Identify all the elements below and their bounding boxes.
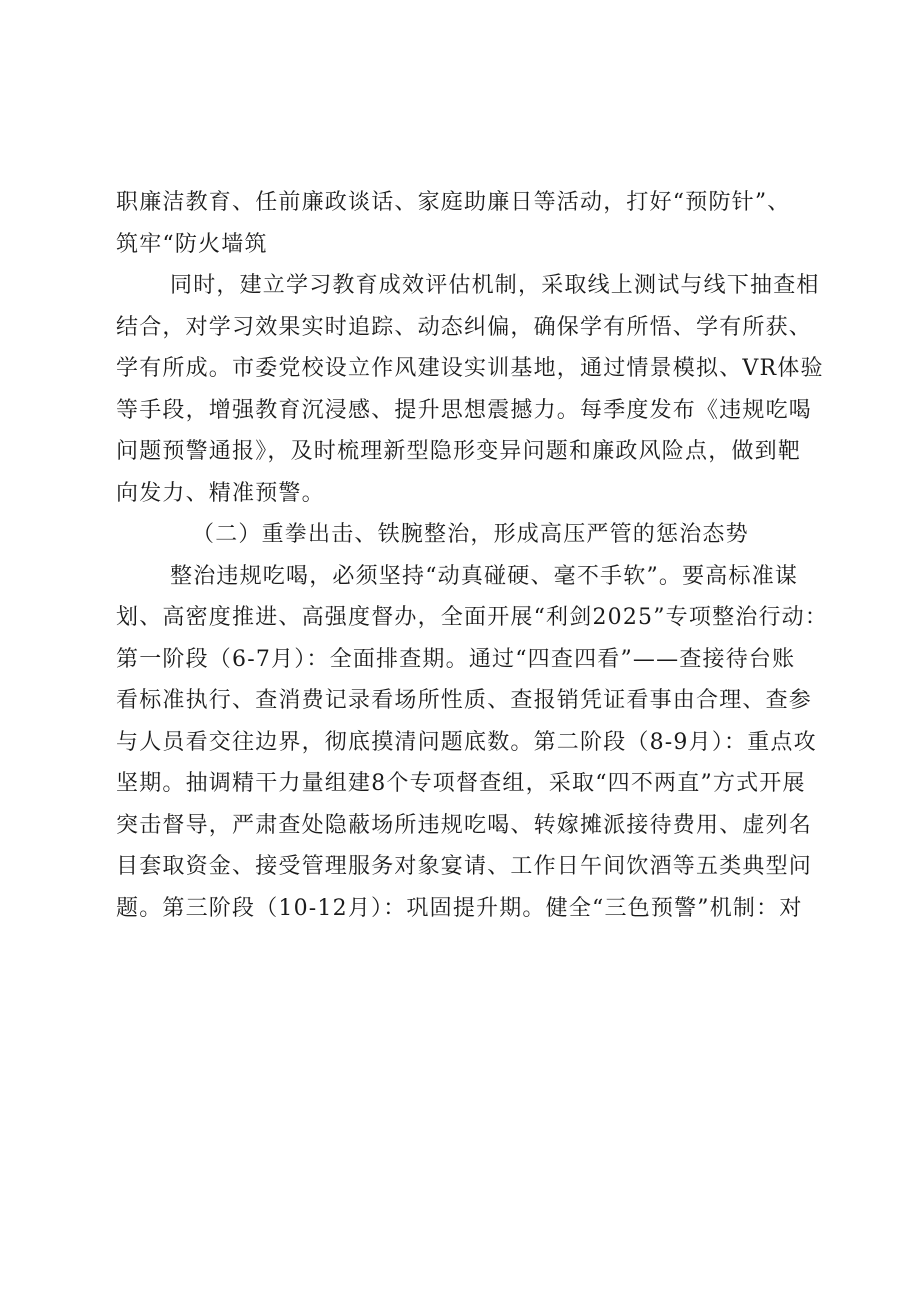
text-line: 职廉洁教育、任前廉政谈话、家庭助廉日等活动，打好“预防针”、 bbox=[116, 190, 791, 215]
text-line: 等手段，增强教育沉浸感、提升思想震撼力。每季度发布《违规吃喝 bbox=[116, 397, 813, 423]
paragraph-start-line: 同时，建立学习教育成效评估机制，采取线上测试与线下抽查相 bbox=[170, 273, 820, 298]
text-line: 第一阶段（6-7月）：全面排查期。通过“四查四看”——查接待台账 bbox=[116, 646, 796, 672]
text-line: 结合，对学习效果实时追踪、动态纠偏，确保学有所悟、学有所获、 bbox=[116, 314, 813, 340]
text-line: 坚期。抽调精干力量组建8个专项督查组，采取“四不两直”方式开展 bbox=[116, 771, 806, 796]
text-line: 筑牢“防火墙筑 bbox=[116, 231, 268, 257]
paragraph-start-line: 整治违规吃喝，必须坚持“动真碰硬、毫不手软”。要高标准谋 bbox=[170, 563, 799, 589]
text-line: 突击督导，严肃查处隐蔽场所违规吃喝、转嫁摊派接待费用、虚列名 bbox=[116, 812, 813, 838]
text-line: 向发力、精准预警。 bbox=[116, 480, 325, 506]
text-line: 题。第三阶段（10-12月）：巩固提升期。健全“三色预警”机制：对 bbox=[116, 895, 803, 921]
text-line: 目套取资金、接受管理服务对象宴请、工作日午间饮酒等五类典型问 bbox=[116, 854, 813, 879]
text-line: 划、高密度推进、高强度督办，全面开展“利剑2025”专项整治行动： bbox=[116, 605, 829, 630]
document-body bbox=[116, 182, 829, 929]
text-line: 学有所成。市委党校设立作风建设实训基地，通过情景模拟、VR体验 bbox=[116, 356, 824, 381]
text-line: 问题预警通报》，及时梳理新型隐形变异问题和廉政风险点，做到靶 bbox=[116, 439, 802, 464]
section-heading: （二）重拳出击、铁腕整治，形成高压严管的惩治态势 bbox=[192, 522, 749, 547]
text-line: 看标准执行、查消费记录看场所性质、查报销凭证看事由合理、查参 bbox=[116, 688, 813, 713]
text-line: 与人员看交往边界，彻底摸清问题底数。第二阶段（8-9月）：重点攻 bbox=[116, 729, 817, 755]
